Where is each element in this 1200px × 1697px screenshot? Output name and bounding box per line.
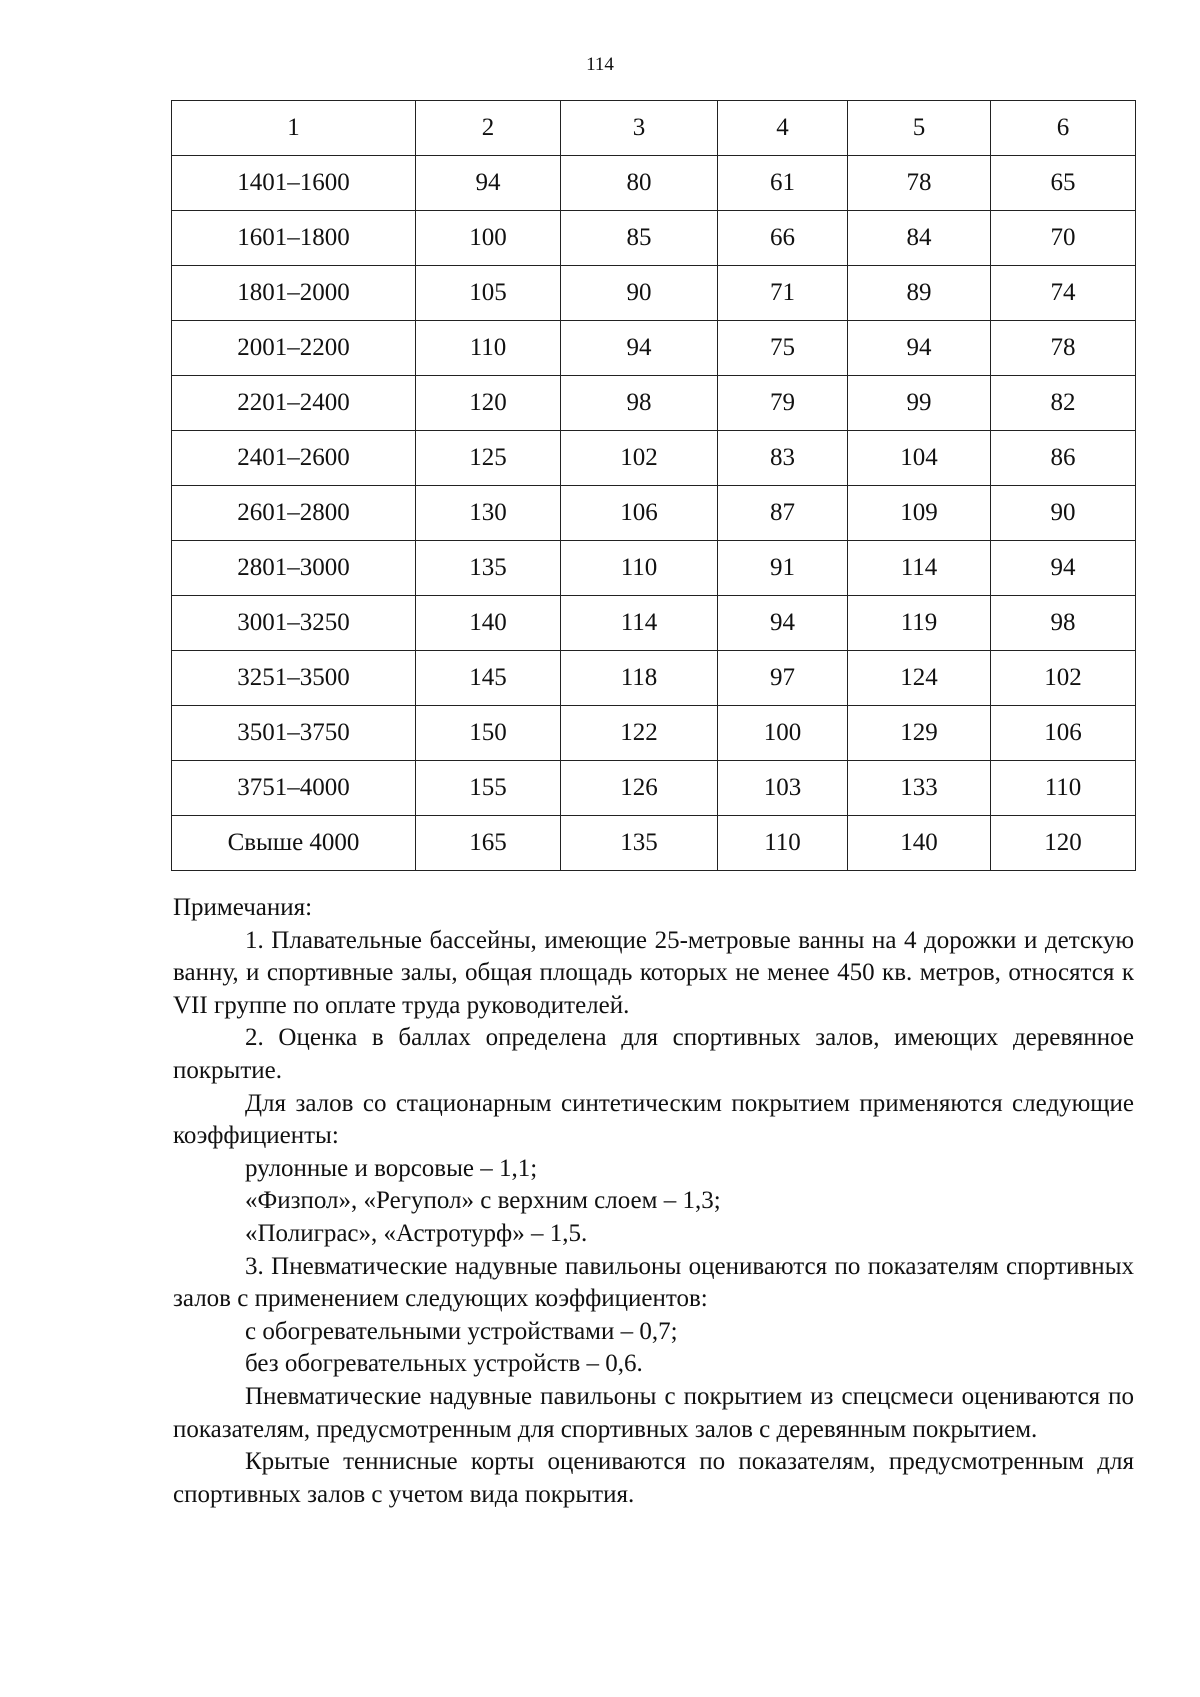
score-cell: 78: [991, 321, 1136, 376]
column-number-cell: 4: [718, 101, 848, 156]
score-cell: 103: [718, 761, 848, 816]
data-table: [171, 100, 1136, 871]
area-range-cell: 2801–3000: [172, 541, 416, 596]
area-range-cell: 2401–2600: [172, 431, 416, 486]
area-range-cell: 3751–4000: [172, 761, 416, 816]
column-number-cell: 6: [991, 101, 1136, 156]
score-cell: 82: [991, 376, 1136, 431]
score-cell: 66: [718, 211, 848, 266]
score-cell: 140: [416, 596, 561, 651]
score-cell: 104: [848, 431, 991, 486]
coefficient-poligras: «Полиграс», «Астротурф» – 1,5.: [245, 1219, 588, 1247]
coefficient-fizpol: «Физпол», «Регупол» с верхним слоем – 1,3;: [245, 1187, 721, 1215]
table-row: [172, 486, 1136, 541]
table-header-row: [172, 101, 1136, 156]
table-row: [172, 211, 1136, 266]
coefficient-heated: с обогревательными устройствами – 0,7;: [245, 1317, 678, 1345]
score-cell: 145: [416, 651, 561, 706]
score-cell: 114: [561, 596, 718, 651]
area-range-cell: 3501–3750: [172, 706, 416, 761]
score-cell: 135: [416, 541, 561, 596]
score-cell: 120: [991, 816, 1136, 871]
score-cell: 125: [416, 431, 561, 486]
score-cell: 98: [561, 376, 718, 431]
note-3-tennis-courts: Крытые теннисные корты оцениваются по показателям, предусмотренным для спортивных залов с учетом вида покрытия.: [173, 1448, 1134, 1508]
score-cell: 105: [416, 266, 561, 321]
score-cell: 74: [991, 266, 1136, 321]
score-cell: 80: [561, 156, 718, 211]
table-row: [172, 321, 1136, 376]
score-cell: 165: [416, 816, 561, 871]
score-cell: 130: [416, 486, 561, 541]
score-cell: 94: [848, 321, 991, 376]
score-cell: 106: [561, 486, 718, 541]
score-cell: 79: [718, 376, 848, 431]
area-range-cell: 1801–2000: [172, 266, 416, 321]
score-cell: 129: [848, 706, 991, 761]
column-number-cell: 1: [172, 101, 416, 156]
score-cell: 94: [416, 156, 561, 211]
score-cell: 118: [561, 651, 718, 706]
table-row: [172, 761, 1136, 816]
coefficient-unheated: без обогревательных устройств – 0,6.: [245, 1350, 643, 1378]
score-cell: 89: [848, 266, 991, 321]
score-cell: 94: [991, 541, 1136, 596]
table-row: [172, 816, 1136, 871]
score-cell: 102: [561, 431, 718, 486]
area-range-cell: 1401–1600: [172, 156, 416, 211]
table-row: [172, 706, 1136, 761]
column-number-cell: 2: [416, 101, 561, 156]
score-cell: 90: [561, 266, 718, 321]
score-cell: 120: [416, 376, 561, 431]
area-range-cell: 2001–2200: [172, 321, 416, 376]
score-cell: 114: [848, 541, 991, 596]
score-cell: 71: [718, 266, 848, 321]
score-cell: 119: [848, 596, 991, 651]
score-cell: 65: [991, 156, 1136, 211]
score-cell: 110: [561, 541, 718, 596]
note-2: 2. Оценка в баллах определена для спортивных залов, имеющих деревянное покрытие.: [173, 1024, 1134, 1084]
score-cell: 140: [848, 816, 991, 871]
score-cell: 106: [991, 706, 1136, 761]
area-range-cell: 2601–2800: [172, 486, 416, 541]
table-row: [172, 376, 1136, 431]
score-cell: 86: [991, 431, 1136, 486]
score-cell: 98: [991, 596, 1136, 651]
score-cell: 110: [718, 816, 848, 871]
column-number-cell: 5: [848, 101, 991, 156]
note-3-special-mix: Пневматические надувные павильоны с покрытием из спецсмеси оцениваются по показателям, предусмотренным для спортивных залов с деревянным покрытием.: [173, 1382, 1134, 1443]
score-cell: 90: [991, 486, 1136, 541]
area-range-cell: 3001–3250: [172, 596, 416, 651]
score-cell: 133: [848, 761, 991, 816]
area-range-cell: 2201–2400: [172, 376, 416, 431]
score-cell: 99: [848, 376, 991, 431]
score-cell: 110: [991, 761, 1136, 816]
score-cell: 61: [718, 156, 848, 211]
notes-title: Примечания:: [173, 894, 313, 921]
score-cell: 100: [718, 706, 848, 761]
score-cell: 78: [848, 156, 991, 211]
score-cell: 109: [848, 486, 991, 541]
score-cell: 102: [991, 651, 1136, 706]
table-row: [172, 596, 1136, 651]
score-cell: 83: [718, 431, 848, 486]
score-cell: 155: [416, 761, 561, 816]
score-cell: 84: [848, 211, 991, 266]
table-row: [172, 431, 1136, 486]
note-1: 1. Плавательные бассейны, имеющие 25-метровые ванны на 4 дорожки и детскую ванну, и спортивные залы, общая площадь которых не менее 450 кв. метров, относятся к VII группе по оплате труда руководителей.: [173, 926, 1134, 1019]
score-cell: 124: [848, 651, 991, 706]
page-number: 114: [586, 54, 614, 75]
score-cell: 94: [718, 596, 848, 651]
area-range-cell: 3251–3500: [172, 651, 416, 706]
score-cell: 122: [561, 706, 718, 761]
table-row: [172, 156, 1136, 211]
coefficient-rolled: рулонные и ворсовые – 1,1;: [245, 1154, 538, 1182]
score-cell: 135: [561, 816, 718, 871]
score-cell: 94: [561, 321, 718, 376]
column-number-cell: 3: [561, 101, 718, 156]
score-cell: 100: [416, 211, 561, 266]
score-cell: 75: [718, 321, 848, 376]
score-cell: 150: [416, 706, 561, 761]
score-cell: 87: [718, 486, 848, 541]
score-cell: 91: [718, 541, 848, 596]
score-cell: 110: [416, 321, 561, 376]
table-row: [172, 541, 1136, 596]
area-range-cell: 1601–1800: [172, 211, 416, 266]
table-body: [172, 101, 1136, 871]
table-row: [172, 266, 1136, 321]
notes-section: [173, 892, 1134, 1511]
score-cell: 70: [991, 211, 1136, 266]
note-3: 3. Пневматические надувные павильоны оцениваются по показателям спортивных залов с применением следующих коэффициентов:: [173, 1252, 1134, 1313]
area-range-cell: Свыше 4000: [172, 816, 416, 871]
table-row: [172, 651, 1136, 706]
note-2-synthetic-coefficients: Для залов со стационарным синтетическим покрытием применяются следующие коэффициенты:: [173, 1089, 1134, 1150]
score-cell: 85: [561, 211, 718, 266]
score-cell: 126: [561, 761, 718, 816]
score-cell: 97: [718, 651, 848, 706]
